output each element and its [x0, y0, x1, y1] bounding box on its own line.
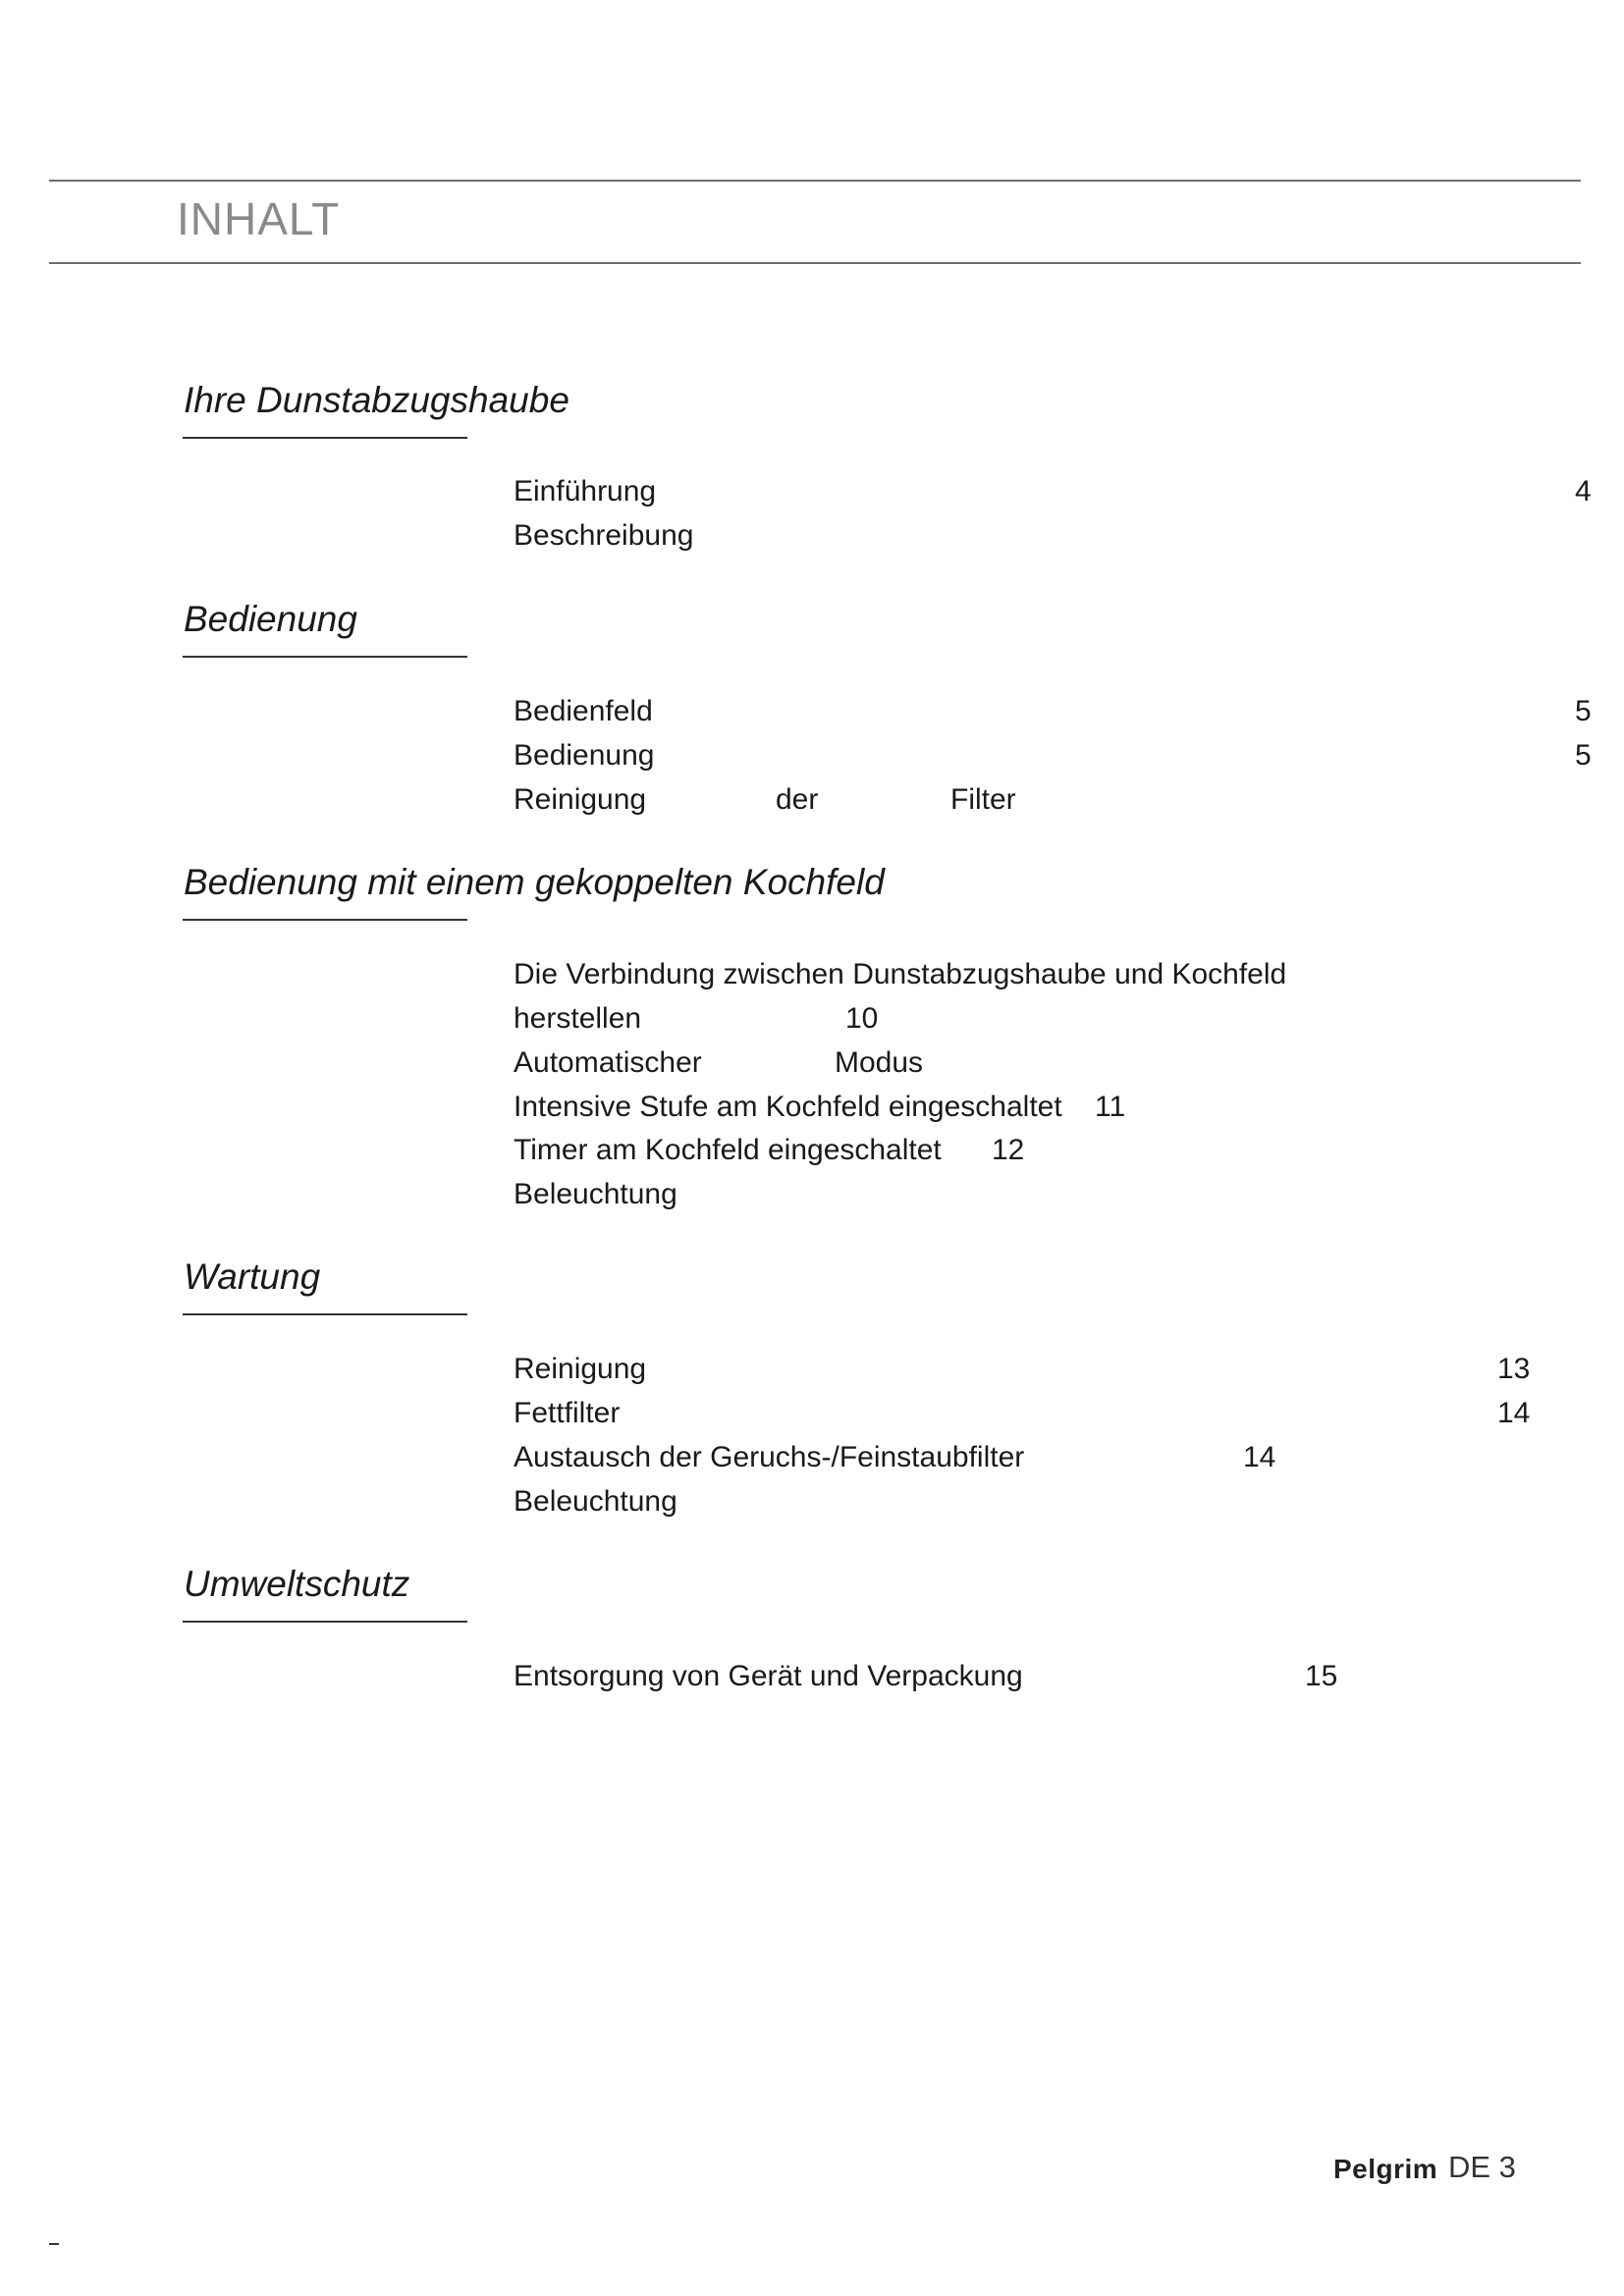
toc-entry-reinigung-filter[interactable]: Reinigung: [514, 783, 647, 816]
brand-logo: Pelgrim: [1333, 2154, 1438, 2184]
toc-entry-intensive-stufe[interactable]: Intensive Stufe am Kochfeld eingeschaltet: [514, 1091, 1062, 1123]
toc-entry-bedienfeld[interactable]: Bedienfeld: [514, 695, 653, 727]
toc-page-number: 14: [1243, 1441, 1276, 1473]
section-heading-dunstabzugshaube: Ihre Dunstabzugshaube: [184, 380, 569, 420]
toc-page-number: 5: [1575, 739, 1592, 772]
section-heading-gekoppeltes-kochfeld: Bedienung mit einem gekoppelten Kochfeld: [184, 862, 885, 902]
toc-page-number: 5: [1575, 695, 1592, 727]
section-underline: [183, 1621, 467, 1623]
toc-entry-austausch-filter[interactable]: Austausch der Geruchs-/Feinstaubfilter: [514, 1441, 1025, 1473]
section-heading-umweltschutz: Umweltschutz: [184, 1564, 410, 1604]
toc-entry-bedienung[interactable]: Bedienung: [514, 739, 655, 772]
toc-entry-timer[interactable]: Timer am Kochfeld eingeschaltet: [514, 1134, 942, 1166]
toc-entry-herstellen[interactable]: herstellen: [514, 1002, 642, 1035]
toc-page-number: 11: [1095, 1091, 1126, 1123]
page-title: INHALT: [177, 193, 341, 244]
header-bottom-rule: [49, 262, 1581, 264]
toc-entry-word: der: [776, 783, 819, 816]
toc-entry-automatischer-modus[interactable]: Automatischer: [514, 1046, 702, 1079]
toc-page-number: 12: [992, 1134, 1025, 1166]
toc-page-number: 10: [845, 1002, 879, 1035]
page-number-label: DE 3: [1448, 2150, 1516, 2184]
toc-entry-beschreibung[interactable]: Beschreibung: [514, 519, 694, 552]
section-underline: [183, 1313, 467, 1315]
toc-entry-verbindung[interactable]: Die Verbindung zwischen Dunstabzugshaube und Kochfeld: [514, 958, 1287, 990]
toc-page-number: 15: [1305, 1660, 1338, 1692]
toc-page-number: 13: [1497, 1353, 1531, 1385]
section-underline: [183, 437, 467, 439]
header-top-rule: [49, 180, 1581, 182]
section-underline: [183, 919, 467, 921]
section-underline: [183, 656, 467, 658]
toc-page-number: 4: [1575, 475, 1592, 507]
toc-entry-reinigung[interactable]: Reinigung: [514, 1353, 647, 1385]
section-heading-wartung: Wartung: [184, 1256, 321, 1297]
toc-entry-fettfilter[interactable]: Fettfilter: [514, 1397, 621, 1429]
toc-page-number: 14: [1497, 1397, 1531, 1429]
toc-entry-word: Modus: [835, 1046, 924, 1079]
toc-entry-einfuehrung[interactable]: Einführung: [514, 475, 657, 507]
toc-entry-word: Filter: [950, 783, 1016, 816]
toc-entry-entsorgung[interactable]: Entsorgung von Gerät und Verpackung: [514, 1660, 1023, 1692]
section-heading-bedienung: Bedienung: [184, 599, 357, 639]
crop-mark: [49, 2243, 59, 2245]
toc-entry-beleuchtung[interactable]: Beleuchtung: [514, 1485, 677, 1518]
toc-entry-beleuchtung[interactable]: Beleuchtung: [514, 1178, 677, 1210]
